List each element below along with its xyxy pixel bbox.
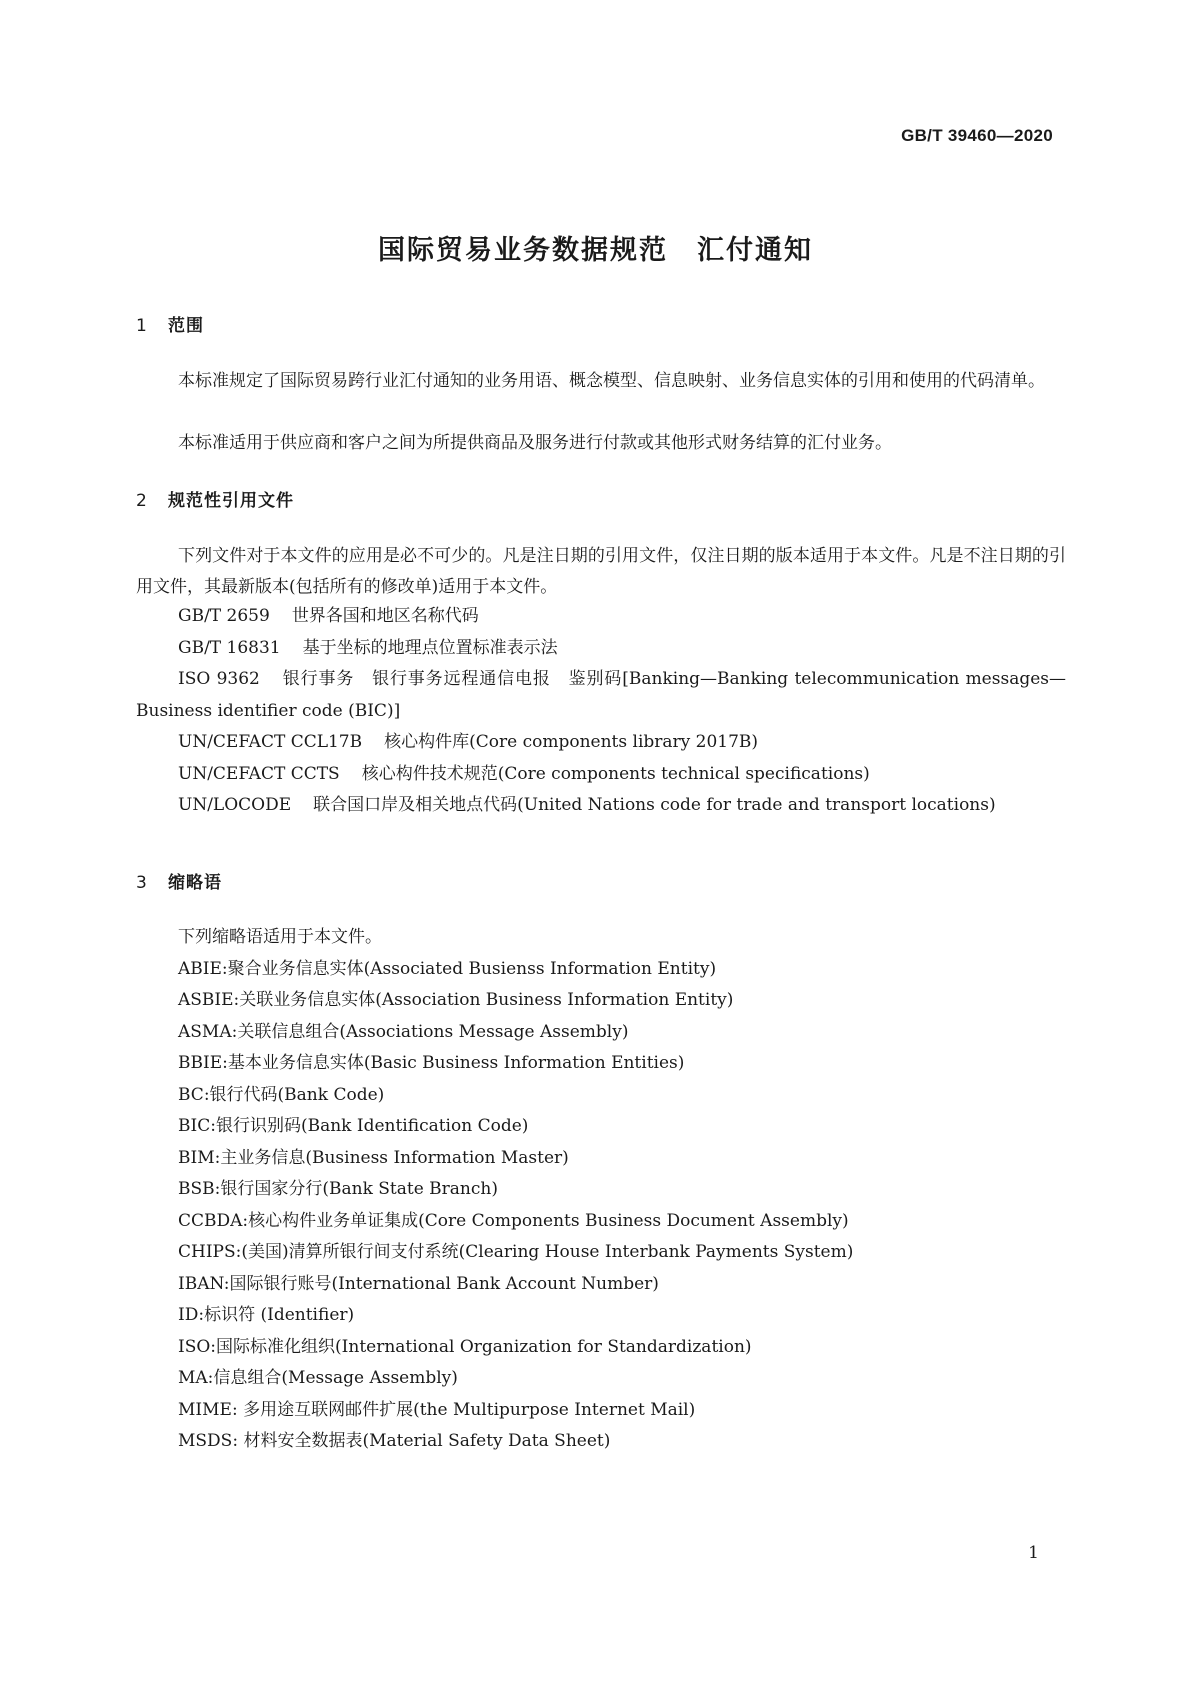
abbreviation-item: ISO:国际标准化组织(International Organization for Standardization): [178, 1336, 752, 1357]
reference-title: 世界各国和地区名称代码: [291, 606, 479, 626]
section-heading-abbreviations: [136, 868, 222, 893]
section-number: 2: [136, 491, 148, 511]
reference-code: ISO 9362: [178, 669, 260, 689]
abbreviation-item: BC:银行代码(Bank Code): [178, 1084, 385, 1105]
section-title: 规范性引用文件: [168, 491, 294, 511]
reference-title: 核心构件技术规范(Core components technical specifications): [361, 763, 870, 784]
section-title: 缩略语: [168, 873, 222, 893]
abbreviation-item: BBIE:基本业务信息实体(Basic Business Information Entities): [178, 1053, 685, 1073]
abbreviation-item: BSB:银行国家分行(Bank State Branch): [178, 1179, 498, 1199]
abbreviation-item: ASMA:关联信息组合(Associations Message Assembly): [178, 1021, 629, 1042]
abbreviation-item: CCBDA:核心构件业务单证集成(Core Components Business Document Assembly): [178, 1210, 849, 1231]
reference-item: [136, 759, 1066, 791]
abbreviation-item: ID:标识符 (Identifier): [178, 1305, 355, 1325]
abbreviation-item: MA:信息组合(Message Assembly): [178, 1368, 458, 1388]
reference-title: 核心构件库(Core components library 2017B): [384, 732, 759, 752]
reference-code: GB/T 16831: [178, 637, 281, 658]
section-heading-normative-references: [136, 486, 294, 511]
reference-code: UN/LOCODE: [178, 795, 292, 815]
abbreviations-intro: 下列缩略语适用于本文件。: [178, 927, 382, 947]
abbreviation-item: BIC:银行识别码(Bank Identification Code): [178, 1116, 529, 1136]
reference-item: [136, 727, 1066, 759]
section-number: 3: [136, 873, 148, 893]
reference-item: [136, 790, 1066, 822]
document-title: 国际贸易业务数据规范 汇付通知: [378, 235, 813, 266]
reference-code: UN/CEFACT CCTS: [178, 763, 340, 784]
page-number: 1: [1028, 1543, 1039, 1563]
section-title: 范围: [168, 316, 204, 336]
scope-paragraph: 本标准规定了国际贸易跨行业汇付通知的业务用语、概念模型、信息映射、业务信息实体的引用和使用的代码清单。: [178, 371, 1045, 391]
reference-code: UN/CEFACT CCL17B: [178, 732, 363, 752]
abbreviation-item: MSDS: 材料安全数据表(Material Safety Data Sheet): [178, 1431, 611, 1451]
abbreviation-item: CHIPS:(美国)清算所银行间支付系统(Clearing House Interbank Payments System): [178, 1242, 854, 1262]
abbreviation-item: IBAN:国际银行账号(International Bank Account Number): [178, 1273, 659, 1294]
standard-code: GB/T 39460—2020: [901, 126, 1053, 145]
section-number: 1: [136, 316, 148, 336]
reference-code: GB/T 2659: [178, 606, 270, 626]
abbreviation-item: MIME: 多用途互联网邮件扩展(the Multipurpose Internet Mail): [178, 1399, 696, 1420]
abbreviation-item: ABIE:聚合业务信息实体(Associated Busienss Information Entity): [178, 958, 717, 979]
abbreviation-list: [136, 922, 1066, 1458]
reference-title: 银行事务 银行事务远程通信电报 鉴别码[Banking—Banking telecommunication messages—Business identifier code (BIC)]: [136, 669, 1066, 721]
reference-item: [136, 633, 1066, 665]
references-intro: 下列文件对于本文件的应用是必不可少的。凡是注日期的引用文件，仅注日期的版本适用于本文件。凡是不注日期的引用文件，其最新版本(包括所有的修改单)适用于本文件。: [136, 546, 1066, 597]
reference-list: [136, 601, 1066, 822]
reference-item: [136, 664, 1066, 727]
section-heading-scope: [136, 311, 204, 336]
reference-title: 联合国口岸及相关地点代码(United Nations code for trade and transport locations): [313, 795, 996, 815]
scope-paragraph: 本标准适用于供应商和客户之间为所提供商品及服务进行付款或其他形式财务结算的汇付业务。: [178, 433, 892, 453]
reference-title: 基于坐标的地理点位置标准表示法: [302, 637, 558, 658]
abbreviation-item: BIM:主业务信息(Business Information Master): [178, 1147, 569, 1168]
abbreviation-item: ASBIE:关联业务信息实体(Association Business Information Entity): [178, 990, 734, 1010]
reference-item: [136, 601, 1066, 633]
